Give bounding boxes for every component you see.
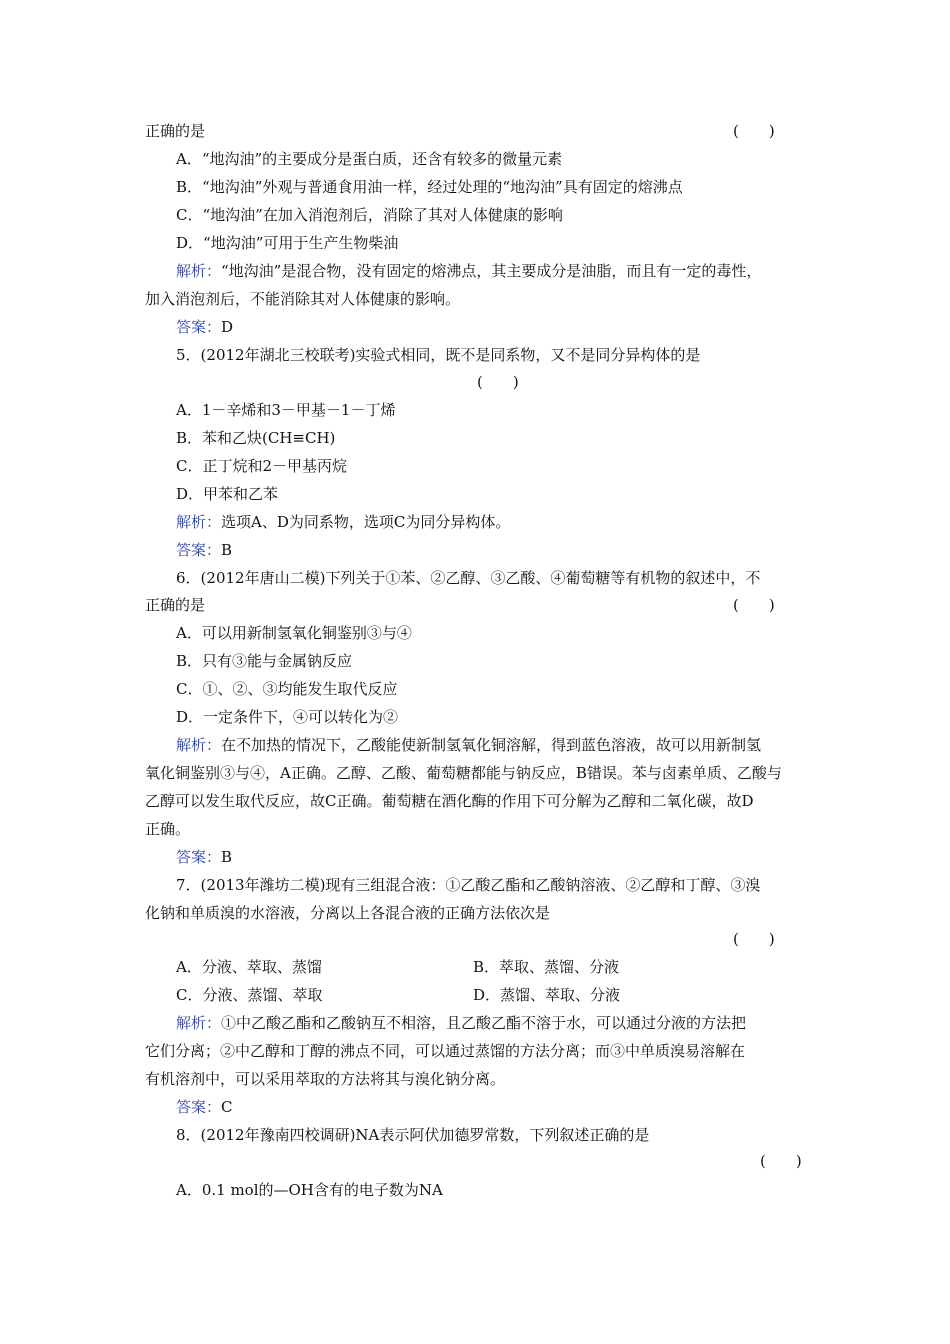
q6-stem-line-1: 6．(2012年唐山二模)下列关于①苯、②乙醇、③乙酸、④葡萄糖等有机物的叙述中，不 [176,569,761,587]
q6-analysis-line-3: 乙醇可以发生取代反应，故C正确。葡萄糖在酒化酶的作用下可分解为乙醇和二氧化碳，故D [145,792,754,810]
q4-analysis-line-2: 加入消泡剂后，不能消除其对人体健康的影响。 [145,290,461,308]
q7-answer-label: 答案： [176,1098,222,1116]
q5-option-b: B．苯和乙炔(CH≡CH) [176,429,336,447]
q7-option-b: B．萃取、蒸馏、分液 [473,958,620,976]
q4-option-d: D．“地沟油”可用于生产生物柴油 [176,234,399,252]
q6-option-a: A．可以用新制氢氧化铜鉴别③与④ [176,624,412,642]
q7-stem-line-2: 化钠和单质溴的水溶液，分离以上各混合液的正确方法依次是 [145,904,551,922]
q4-analysis-label: 解析： [176,262,222,280]
q7-answer: 答案：C [176,1098,233,1116]
q4-answer-paren: ( ) [733,122,775,140]
q6-analysis-line-4: 正确。 [145,820,191,838]
q7-stem-line-1: 7．(2013年潍坊二模)现有三组混合液：①乙酸乙酯和乙酸钠溶液、②乙醇和丁醇、③溴 [176,876,761,894]
q4-option-b: B．“地沟油”外观与普通食用油一样，经过处理的“地沟油”具有固定的熔沸点 [176,178,683,196]
q5-analysis: 解析：选项A、D为同系物，选项C为同分异构体。 [176,513,511,531]
q4-answer-label: 答案： [176,318,222,336]
q5-answer-paren: ( ) [477,373,519,391]
q6-option-c: C．①、②、③均能发生取代反应 [176,680,398,698]
q5-option-a: A．1－辛烯和3－甲基－1－丁烯 [176,401,396,419]
q7-analysis-line-1: 解析：①中乙酸乙酯和乙酸钠互不相溶，且乙酸乙酯不溶于水，可以通过分液的方法把 [176,1014,747,1032]
q7-analysis-line-3: 有机溶剂中，可以采用萃取的方法将其与溴化钠分离。 [145,1070,506,1088]
q5-option-d: D．甲苯和乙苯 [176,485,279,503]
q4-option-a: A．“地沟油”的主要成分是蛋白质，还含有较多的微量元素 [176,150,563,168]
q7-answer-paren: ( ) [733,930,775,948]
q6-option-b: B．只有③能与金属钠反应 [176,652,353,670]
q6-analysis-line-2: 氧化铜鉴别③与④，A正确。乙醇、乙酸、葡萄糖都能与钠反应，B错误。苯与卤素单质、乙酸与 [145,764,782,782]
q8-stem: 8．(2012年豫南四校调研)NA表示阿伏加德罗常数，下列叙述正确的是 [176,1126,650,1144]
q7-option-c: C．分液、蒸馏、萃取 [176,986,323,1004]
q4-option-c: C．“地沟油”在加入消泡剂后，消除了其对人体健康的影响 [176,206,563,224]
q6-option-d: D．一定条件下，④可以转化为② [176,708,399,726]
q8-answer-paren: ( ) [760,1152,802,1170]
q5-answer: 答案：B [176,541,233,559]
q6-answer: 答案：B [176,848,233,866]
q4-analysis-line-1: 解析：“地沟油”是混合物，没有固定的熔沸点，其主要成分是油脂，而且有一定的毒性， [176,262,762,280]
q7-option-a: A．分液、萃取、蒸馏 [176,958,322,976]
q6-answer-label: 答案： [176,848,222,866]
q5-option-c: C．正丁烷和2－甲基丙烷 [176,457,348,475]
q6-analysis-label: 解析： [176,736,222,754]
q5-analysis-label: 解析： [176,513,222,531]
q4-answer: 答案：D [176,318,234,336]
q8-option-a: A．0.1 mol的—OH含有的电子数为NA [176,1181,443,1199]
q7-analysis-label: 解析： [176,1014,222,1032]
q5-stem: 5．(2012年湖北三校联考)实验式相同，既不是同系物，又不是同分异构体的是 [176,346,701,364]
q6-analysis-line-1: 解析：在不加热的情况下，乙酸能使新制氢氧化铜溶解，得到蓝色溶液，故可以用新制氢 [176,736,762,754]
q6-answer-paren: ( ) [733,596,775,614]
q7-analysis-line-2: 它们分离；②中乙醇和丁醇的沸点不同，可以通过蒸馏的方法分离；而③中单质溴易溶解在 [145,1042,746,1060]
q5-answer-label: 答案： [176,541,222,559]
q7-option-d: D．蒸馏、萃取、分液 [473,986,621,1004]
q4-stem-tail: 正确的是 [145,122,206,140]
q6-stem-line-2: 正确的是 [145,596,206,614]
